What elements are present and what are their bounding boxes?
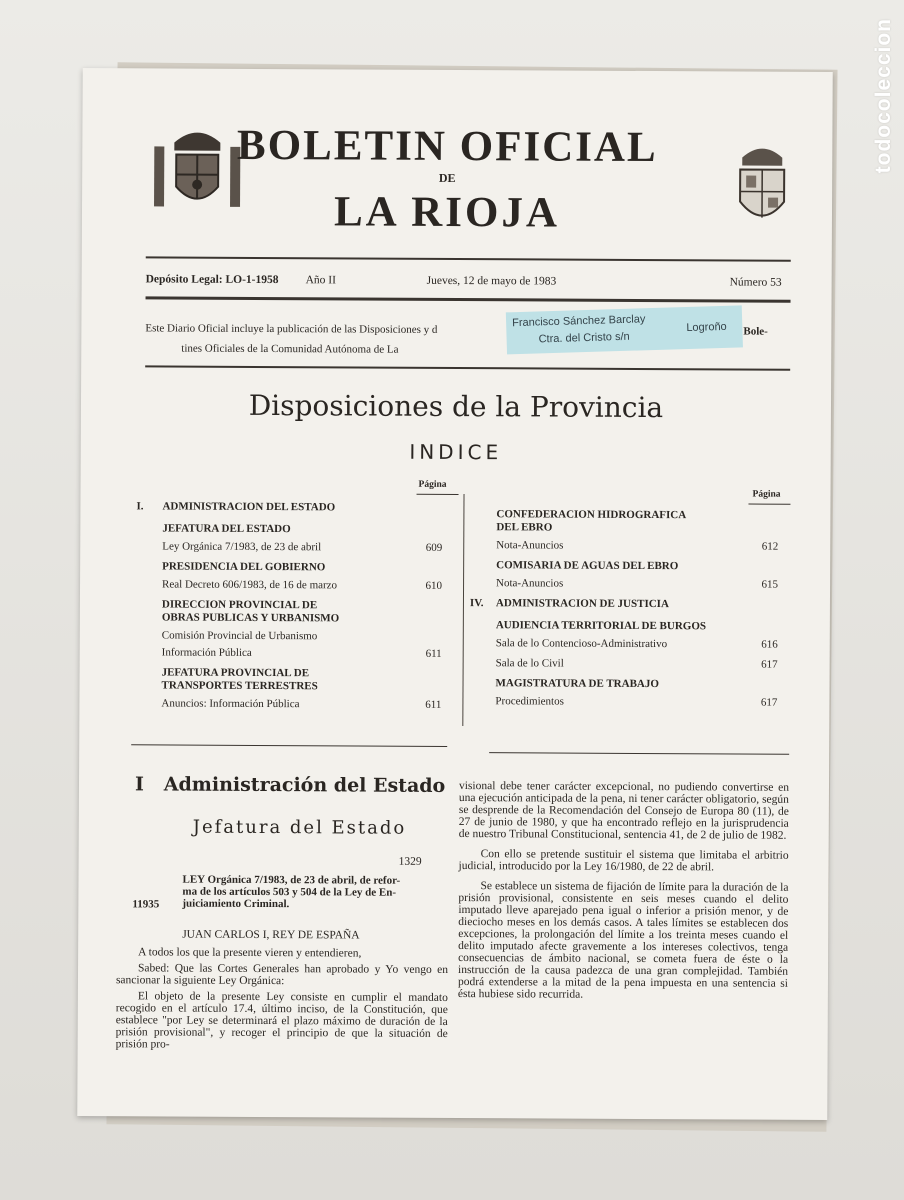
watermark: todocoleccion bbox=[872, 18, 895, 174]
label-street: Ctra. del Cristo s/n bbox=[538, 330, 630, 346]
law-number: 11935 bbox=[132, 898, 160, 911]
index-left-head-6: OBRAS PUBLICAS Y URBANISMO bbox=[161, 611, 340, 625]
index-right-entry-7: Sala de lo Contencioso-Administrativo bbox=[495, 637, 668, 651]
index-page-number: 617 bbox=[760, 696, 778, 709]
masthead-title: BOLETIN OFICIAL bbox=[236, 121, 658, 172]
right-paragraph: visional debe tener carácter excepcional, no pudiendo convertirse en una ejecución anticipada de la pena, ni tener carácter obligatorio, según se desprende de la Recomendación del Consejo de Europa 80 (11), de 27 de junio de 1980, y que ha encontrado reflejo en la jurisprudencia de nuestro Tribunal Constitucional, sentencia 41, de 2 de julio de 1982. bbox=[458, 780, 790, 842]
right-paragraph: Con ello se pretende sustituir el sistema que limitaba el arbitrio judicial, introducido por la Ley 16/1980, de 22 de abril. bbox=[458, 848, 789, 874]
index-right-head-3: COMISARIA DE AGUAS DEL EBRO bbox=[496, 559, 679, 573]
issue-year: Año II bbox=[305, 274, 337, 287]
masthead-rule bbox=[146, 256, 791, 261]
address-label bbox=[506, 305, 743, 354]
index-bottom-rule-right bbox=[489, 752, 789, 755]
label-name: Francisco Sánchez Barclay bbox=[511, 313, 646, 330]
index-page-number: 616 bbox=[761, 638, 778, 651]
index-page-number: 610 bbox=[425, 579, 443, 592]
index-bottom-rule-left bbox=[131, 744, 447, 747]
body-left-column bbox=[116, 946, 449, 1056]
index-right-head-6: AUDIENCIA TERRITORIAL DE BURGOS bbox=[495, 619, 707, 633]
body-right-column bbox=[458, 780, 789, 1010]
newspaper-page bbox=[77, 68, 832, 1120]
index-right-entry-10: Procedimientos bbox=[495, 695, 564, 708]
page-header-right: Página bbox=[752, 489, 781, 500]
king-line: JUAN CARLOS I, REY DE ESPAÑA bbox=[182, 928, 360, 942]
index-section-text: ADMINISTRACION DE JUSTICIA bbox=[495, 597, 669, 611]
index-page-number: 612 bbox=[761, 540, 779, 553]
index-right-section-5 bbox=[470, 597, 669, 610]
left-paragraph: El objeto de la presente Ley consiste en cumplir el mandato recogido en el artículo 17.4, último inciso, de la Constitución, que establece "por Ley se determinará el plazo máximo de duración de la prisión provisional", y recoger el principio de que la situación de prisión pro- bbox=[115, 990, 448, 1051]
index-page-number: 617 bbox=[761, 658, 778, 671]
body-section-title: I Administración del Estado bbox=[134, 773, 446, 797]
deposito-legal: Depósito Legal: LO-1-1958 bbox=[145, 273, 279, 287]
index-right-entry-4: Nota-Anuncios bbox=[496, 577, 564, 590]
index-left-head-9: JEFATURA PROVINCIAL DE bbox=[161, 666, 310, 680]
page-header-left: Página bbox=[418, 479, 447, 490]
index-divider bbox=[462, 494, 464, 726]
index-left-entry-8: Información Pública bbox=[161, 646, 252, 659]
index-left-section-0 bbox=[136, 500, 335, 513]
index-left-head-1: JEFATURA DEL ESTADO bbox=[162, 522, 291, 536]
index-left-entry-2: Ley Orgánica 7/1983, de 23 de abril bbox=[162, 540, 322, 554]
index-left-entry-4: Real Decreto 606/1983, de 16 de marzo bbox=[162, 578, 338, 592]
page-header-rule-left bbox=[417, 494, 459, 495]
intro-line-2: tines Oficiales de la Comunidad Autónoma de La bbox=[181, 342, 399, 356]
index-section-text: ADMINISTRACION DEL ESTADO bbox=[162, 500, 336, 514]
left-paragraph: Sabed: Que las Cortes Generales han aprobado y Yo vengo en sancionar la siguiente Ley Orgánica: bbox=[115, 962, 449, 988]
index-page-number: 615 bbox=[761, 578, 779, 591]
page-header-rule-right bbox=[748, 504, 790, 505]
index-left-sub-7: Comisión Provincial de Urbanismo bbox=[161, 629, 318, 643]
index-title: INDICE bbox=[409, 439, 503, 465]
index-left-head-3: PRESIDENCIA DEL GOBIERNO bbox=[162, 560, 326, 574]
law-title-line: ma de los artículos 503 y 504 de la Ley de En- bbox=[182, 885, 397, 899]
intro-rule bbox=[145, 365, 790, 370]
index-page-number: 609 bbox=[425, 541, 443, 554]
label-city: Logroño bbox=[686, 320, 727, 335]
body-subsection: Jefatura del Estado bbox=[192, 816, 407, 839]
intro-line-1: Este Diario Oficial incluye la publicación de las Disposiciones y d Bole- bbox=[145, 322, 768, 338]
ref-number: 1329 bbox=[398, 855, 422, 868]
law-title-line: juiciamiento Criminal. bbox=[182, 897, 290, 911]
section-title: Disposiciones de la Provincia bbox=[248, 388, 664, 425]
index-page-number: 611 bbox=[425, 698, 442, 711]
issue-date: Jueves, 12 de mayo de 1983 bbox=[426, 274, 557, 288]
index-left-head-5: DIRECCION PROVINCIAL DE bbox=[161, 598, 318, 612]
masthead-connector: DE bbox=[438, 170, 456, 185]
left-paragraph: A todos los que la presente vieren y entendieren, bbox=[138, 946, 362, 960]
masthead-subtitle: LA RIOJA bbox=[333, 188, 561, 237]
issue-number: Número 53 bbox=[729, 276, 782, 289]
index-section-number: I. bbox=[136, 500, 144, 513]
law-title-line: LEY Orgánica 7/1983, de 23 de abril, de refor- bbox=[182, 873, 401, 887]
index-right-head-0: CONFEDERACION HIDROGRAFICA bbox=[496, 508, 687, 522]
right-paragraph: Se establece un sistema de fijación de límite para la duración de la prisión provisional, consistente en seis meses cuando el delito imputado lleve aparejado pena igual o inferior a prisión menor, y de dieciocho meses en los demás casos. A tales límites se establecen dos excepciones, la prolongación del límite a los treinta meses cuando el delito imputado afecte gravemente a los intereses colectivos, tenga consecuencias de ámbito nacional, se cometa fuera de éste o la instrucción de la causa padezca de una gran complejidad. También podrá extenderse a la mitad de la pena impuesta en una sentencia si ésta hubiese sido recurrida. bbox=[457, 880, 789, 1001]
index-left-entry-11: Anuncios: Información Pública bbox=[161, 697, 300, 711]
index-right-head-9: MAGISTRATURA DE TRABAJO bbox=[495, 677, 659, 691]
index-page-number: 611 bbox=[425, 647, 442, 660]
index-right-head-1: DEL EBRO bbox=[496, 521, 553, 534]
index-left-head-10: TRANSPORTES TERRESTRES bbox=[161, 679, 318, 693]
index-section-number: IV. bbox=[469, 597, 484, 610]
index-right-entry-8: Sala de lo Civil bbox=[495, 657, 564, 670]
index-right-entry-2: Nota-Anuncios bbox=[496, 539, 564, 552]
law-title bbox=[182, 874, 448, 911]
info-rule bbox=[146, 296, 791, 302]
